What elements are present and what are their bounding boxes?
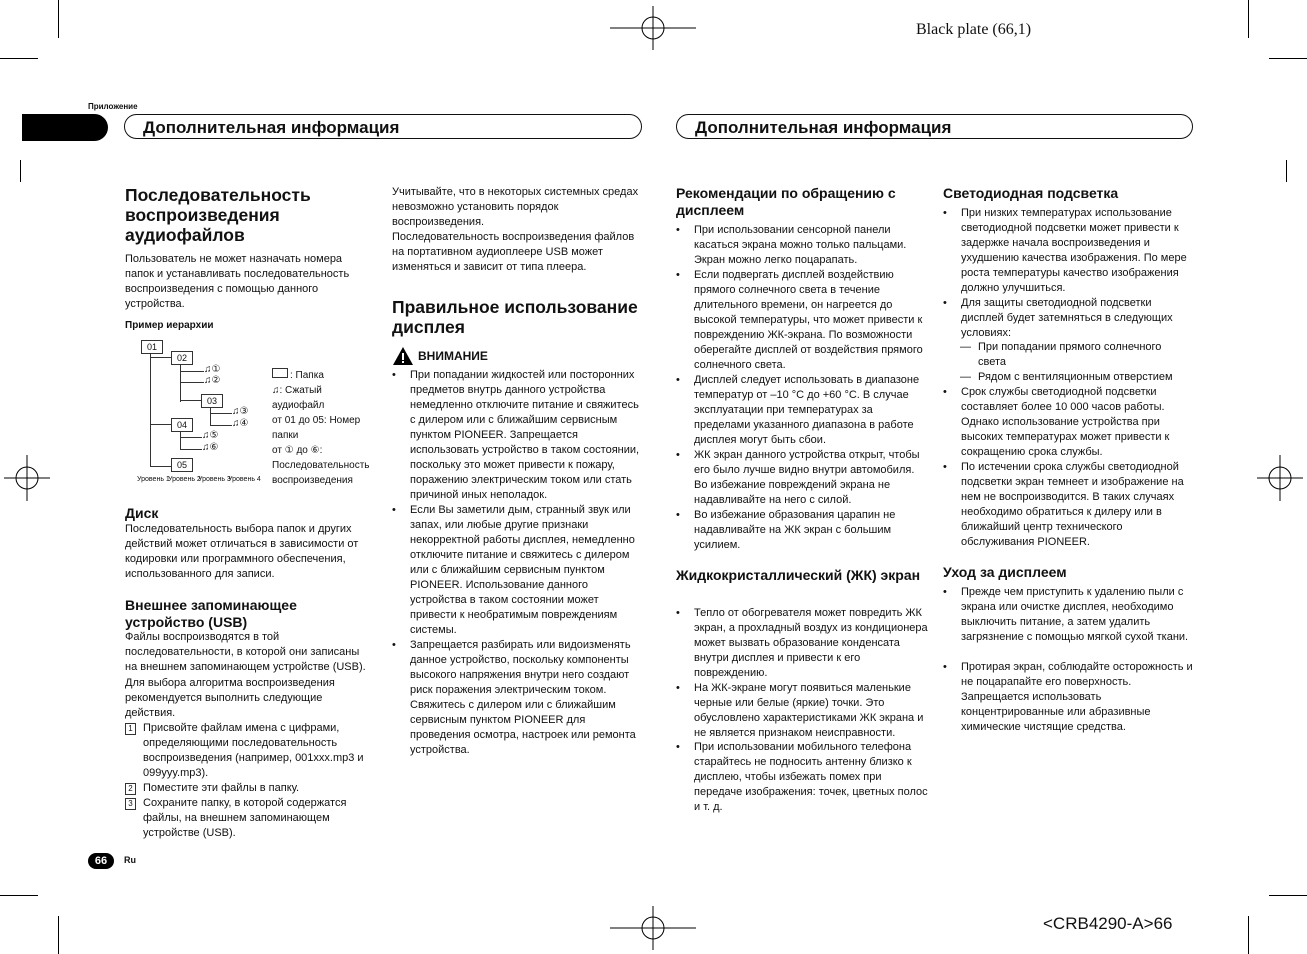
audio-file-icon: ♫⑥ bbox=[202, 442, 219, 453]
bullet-item: • Прежде чем приступить к удалению пыли с экрана или очистке дисплея, необходимо выключить питание, а затем удалить загрязнение с помощью мягкой сухой ткани. bbox=[943, 586, 1189, 643]
care-title: Уход за дисплеем bbox=[943, 564, 1067, 580]
playback-order-title: Последовательность воспроизведения аудиофайлов bbox=[125, 185, 311, 245]
lcd-title: Жидкокристаллический (ЖК) экран bbox=[676, 567, 921, 583]
bullet-item: • При использовании мобильного телефона старайтесь не подносить антенну близко к дисплею, чтобы избежать помех при передаче изображения: точек, цветных полос и т. д. bbox=[676, 741, 928, 813]
usb-text-2: Для выбора алгоритма воспроизведения рекомендуется выполнить следующие действия. bbox=[125, 677, 335, 719]
note-text-1: Учитывайте, что в некоторых системных средах невозможно установить порядок воспроизведения. bbox=[392, 186, 639, 228]
bullet-item: • Если Вы заметили дым, странный звук или запах, или любые другие признаки некорректной работы дисплея, немедленно отключите питание и свяжитесь с дилером или с ближайшим сервисным пунктом PIONEER. Использование данного устройства в таком состоянии может привести к необратимым повреждениям системы. bbox=[392, 504, 635, 636]
playback-intro: Пользователь не может назначать номера папок и устанавливать последовательность воспроизведения с помощью данного устройства. bbox=[125, 253, 350, 310]
bullet-item: • При попадании жидкостей или посторонних предметов внутрь данного устройства немедленно отключите питание и свяжитесь с дилером или с ближайшим сервисным пунктом PIONEER. Запрещается использовать устройство в таком состоянии, поскольку это может привести к пожару, поражению электрическим током или стать причиной иных неполадок. bbox=[392, 369, 640, 501]
bullet-item: • Дисплей следует использовать в диапазоне температур от –10 °C до +60 °C. В случае эксплуатации при температурах за пределами указанного диапазона в работе дисплея могут быть сбои. bbox=[676, 374, 920, 446]
step-item: 2 Поместите эти файлы в папку. bbox=[125, 781, 371, 796]
music-note-icon: ♫ bbox=[272, 385, 280, 396]
folder-icon bbox=[272, 368, 288, 378]
footer-code: <CRB4290-A>66 bbox=[1043, 914, 1173, 933]
bullet-item: • Срок службы светодиодной подсветки составляет более 10 000 часов работы. Однако использование устройства при высоких температурах может привести к сокращению срока службы. bbox=[943, 386, 1170, 458]
bullet-item: • При использовании сенсорной панели касаться экрана можно только пальцами. Экран можно легко поцарапать. bbox=[676, 224, 907, 266]
folder-05: 05 bbox=[171, 458, 193, 472]
display-usage-title: Правильное использование дисплея bbox=[392, 297, 638, 337]
bullet-item: • На ЖК-экране могут появиться маленькие черные или белые (яркие) точки. Это обусловлено характеристиками ЖК экрана и не является признаком неисправности. bbox=[676, 682, 924, 739]
bullet-item: • Протирая экран, соблюдайте осторожность и не поцарапайте его поверхность. Запрещается использовать концентрированные или абразивные химические чистящие средства. bbox=[943, 661, 1193, 733]
usb-text-1: Файлы воспроизводятся в той последовательности, в которой они записаны на внешнем запоминающем устройстве (USB). bbox=[125, 631, 366, 673]
led-title: Светодиодная подсветка bbox=[943, 185, 1119, 201]
sub-item: — При попадании прямого солнечного света bbox=[960, 341, 1162, 368]
bullet-item: • По истечении срока службы светодиодной подсветки экран темнеет и изображение на нем не воспроизводится. В таких случаях необходимо обратиться к дилеру или в ближайший центр технического обслуживания PIONEER. bbox=[943, 461, 1184, 548]
bullet-item: • Для защиты светодиодной подсветки дисплей будет затемняться в следующих условиях: bbox=[943, 297, 1173, 339]
audio-file-icon: ♫② bbox=[204, 375, 221, 386]
header-bar bbox=[22, 114, 108, 141]
bullet-item: • ЖК экран данного устройства открыт, чтобы его было лучше видно внутри автомобиля. Во избежание повреждений экрана не надавливайте на него с силой. bbox=[676, 449, 920, 506]
language-code: Ru bbox=[124, 855, 136, 865]
level-label: Уровень 2 bbox=[168, 476, 201, 483]
folder-04: 04 bbox=[171, 418, 193, 432]
audio-file-icon: ♫③ bbox=[232, 406, 249, 417]
disc-text: Последовательность выбора папок и других действий может отличаться в зависимости от кодировки или программного обеспечения, использованного для записи. bbox=[125, 523, 359, 580]
display-handling-title: Рекомендации по обращению с дисплеем bbox=[676, 185, 896, 218]
level-label: Уровень 1 bbox=[137, 476, 170, 483]
folder-03: 03 bbox=[201, 394, 223, 408]
audio-file-icon: ♫⑤ bbox=[202, 430, 219, 441]
level-label: Уровень 3 bbox=[198, 476, 231, 483]
bullet-item: • При низких температурах использование светодиодной подсветки может привести к задержке начала воспроизведения и ухудшению качества изображения. По мере роста температуры качество изображения должно улучшиться. bbox=[943, 207, 1187, 294]
step-item: 3 Сохраните папку, в которой содержатся файлы, на внешнем запоминающем устройстве (USB). bbox=[125, 796, 371, 841]
plate-label: Black plate (66,1) bbox=[916, 21, 1032, 38]
registration-mark-right bbox=[1257, 455, 1303, 501]
header-left: Дополнительная информация bbox=[124, 114, 642, 139]
audio-file-icon: ♫④ bbox=[232, 418, 249, 429]
registration-mark-top bbox=[610, 6, 696, 50]
step-item: 1 Присвойте файлам имена с цифрами, определяющими последовательность воспроизведения (например, 001xxx.mp3 и 099yyy.mp3). bbox=[125, 721, 371, 781]
bullet-item: • Тепло от обогревателя может повредить ЖК экран, а прохладный воздух из кондиционера может вызвать образование конденсата внутри дисплея и привести к его повреждению. bbox=[676, 607, 928, 679]
warning-icon bbox=[392, 346, 414, 366]
bullet-item: • Если подвергать дисплей воздействию прямого солнечного света в течение длительного времени, он нагреется до высокой температуры, что может привести к повреждению ЖК-экрана. По возможности оберегайте дисплей от воздействия прямого солнечного света. bbox=[676, 269, 923, 371]
bullet-item: • Во избежание образования царапин не надавливайте на ЖК экран с большим усилием. bbox=[676, 509, 896, 551]
audio-file-icon: ♫① bbox=[204, 364, 221, 375]
warning-heading: ВНИМАНИЕ bbox=[392, 346, 488, 366]
folder-02: 02 bbox=[171, 351, 193, 365]
registration-mark-bottom bbox=[610, 906, 696, 950]
section-tag: Приложение bbox=[88, 102, 138, 111]
tree-legend: : Папка ♫: Сжатый аудиофайл от 01 до 05: Номер папки от ① до ⑥: Последовательность воспроизведения bbox=[272, 370, 370, 486]
folder-01: 01 bbox=[141, 340, 163, 354]
sub-item: — Рядом с вентиляционным отверстием bbox=[960, 371, 1173, 383]
page-number: 66 bbox=[88, 853, 114, 869]
disc-title: Диск bbox=[125, 505, 159, 521]
bullet-item: • Запрещается разбирать или видоизменять данное устройство, поскольку компоненты высокого напряжения внутри него создают риск поражения электрическим током. Свяжитесь с дилером или с ближайшим сервисным пунктом PIONEER для проведения осмотра, настроек или ремонта устройства. bbox=[392, 639, 636, 756]
example-label: Пример иерархии bbox=[125, 320, 214, 331]
registration-mark-left bbox=[4, 455, 50, 501]
header-right: Дополнительная информация bbox=[676, 114, 1193, 139]
note-text-2: Последовательность воспроизведения файлов на портативном аудиоплеере USB может изменяться и зависит от типа плеера. bbox=[392, 231, 635, 273]
usb-title: Внешнее запоминающее устройство (USB) bbox=[125, 597, 297, 630]
level-label: Уровень 4 bbox=[228, 476, 261, 483]
